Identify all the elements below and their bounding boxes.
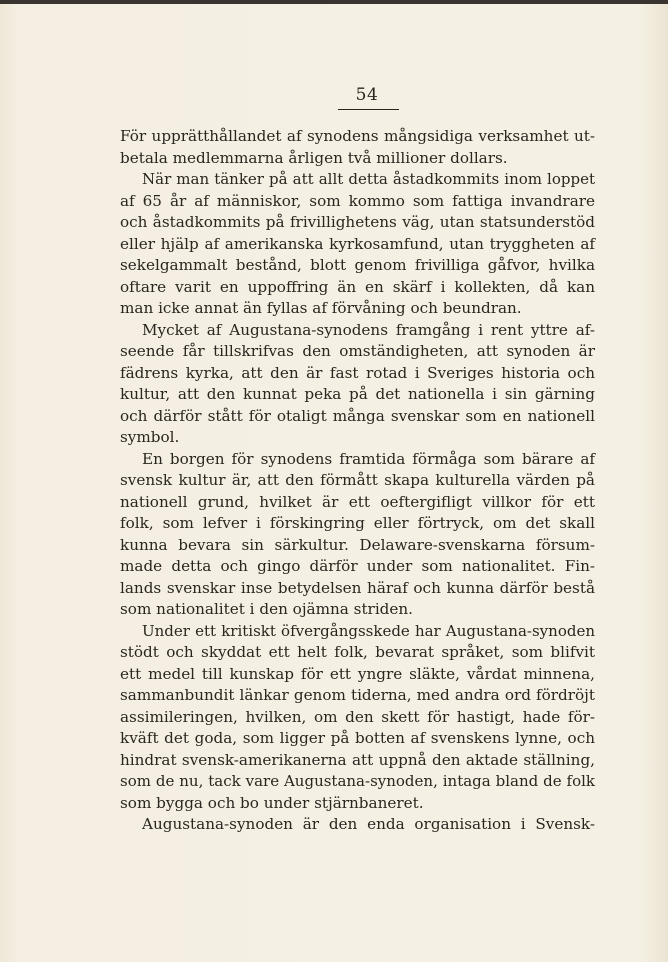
- text-line: kunna bevara sin särkultur. Delaware-svenskarna försum-: [120, 535, 595, 554]
- text-line: och åstadkommits på frivillighetens väg, utan statsunderstöd: [120, 213, 595, 231]
- paragraph: [120, 449, 595, 621]
- text-line: Augustana-synoden är den enda organisation i Svensk-: [142, 815, 595, 833]
- paragraph: [120, 320, 595, 449]
- page-number-rule: [338, 109, 399, 110]
- text-line: oftare varit en uppoffring än en skärf i kollekten, då kan: [120, 277, 595, 296]
- text-line: eller hjälp af amerikanska kyrkosamfund, utan tryggheten af: [120, 234, 595, 253]
- body-text: [120, 126, 595, 836]
- text-line: stödt och skyddat ett helt folk, bevarat språket, som blifvit: [120, 643, 595, 661]
- text-line: man icke annat än fyllas af förvåning och beundran.: [120, 299, 522, 317]
- paragraph: [120, 814, 595, 836]
- text-line: kultur, att den kunnat peka på det nationella i sin gärning: [120, 385, 595, 403]
- text-line: nationell grund, hvilket är ett oeftergifligt villkor för ett: [120, 492, 595, 511]
- text-line: betala medlemmarna årligen två millioner dollars.: [120, 148, 508, 167]
- text-line: assimileringen, hvilken, om den skett för hastigt, hade för-: [120, 707, 595, 726]
- text-line: kväft det goda, som ligger på botten af svenskens lynne, och: [120, 729, 595, 747]
- text-line: lands svenskar inse betydelsen häraf och kunna därför bestå: [120, 578, 595, 597]
- text-line: folk, som lefver i förskingring eller förtryck, om det skall: [120, 514, 595, 532]
- text-line: som bygga och bo under stjärnbaneret.: [120, 793, 424, 812]
- paragraph: [120, 621, 595, 815]
- text-line: made detta och gingo därför under som nationalitet. Fin-: [120, 557, 595, 575]
- text-line: som nationalitet i den ojämna striden.: [120, 600, 413, 618]
- page-top-edge: [0, 0, 668, 4]
- text-line: När man tänker på att allt detta åstadkommits inom loppet: [142, 170, 595, 188]
- text-line: ett medel till kunskap för ett yngre släkte, vårdat minnena,: [120, 664, 595, 683]
- text-line: som de nu, tack vare Augustana-synoden, intaga bland de folk: [120, 772, 595, 790]
- text-line: af 65 år af människor, som kommo som fattiga invandrare: [120, 191, 595, 210]
- text-line: En borgen för synodens framtida förmåga som bärare af: [142, 449, 595, 468]
- text-line: seende får tillskrifvas den omständigheten, att synoden är: [120, 342, 595, 360]
- page-number: 54: [355, 85, 379, 105]
- text-line: Under ett kritiskt öfvergångsskede har Augustana-synoden: [142, 621, 595, 640]
- text-line: hindrat svensk-amerikanerna att uppnå den aktade ställning,: [120, 750, 595, 769]
- text-line: sekelgammalt bestånd, blott genom frivilliga gåfvor, hvilka: [120, 256, 595, 274]
- text-line: För upprätthållandet af synodens mångsidiga verksamhet ut-: [120, 127, 595, 145]
- text-line: och därför stått för otaligt många svenskar som en nationell: [120, 406, 595, 425]
- text-line: sammanbundit länkar genom tiderna, med andra ord fördröjt: [120, 686, 595, 704]
- text-line: Mycket af Augustana-synodens framgång i rent yttre af-: [142, 320, 595, 339]
- text-line: fädrens kyrka, att den är fast rotad i Sveriges historia och: [120, 363, 595, 382]
- text-line: svensk kultur är, att den förmått skapa kulturella värden på: [120, 471, 595, 489]
- text-line: symbol.: [120, 428, 180, 446]
- paragraph: [120, 169, 595, 320]
- paragraph: [120, 126, 595, 169]
